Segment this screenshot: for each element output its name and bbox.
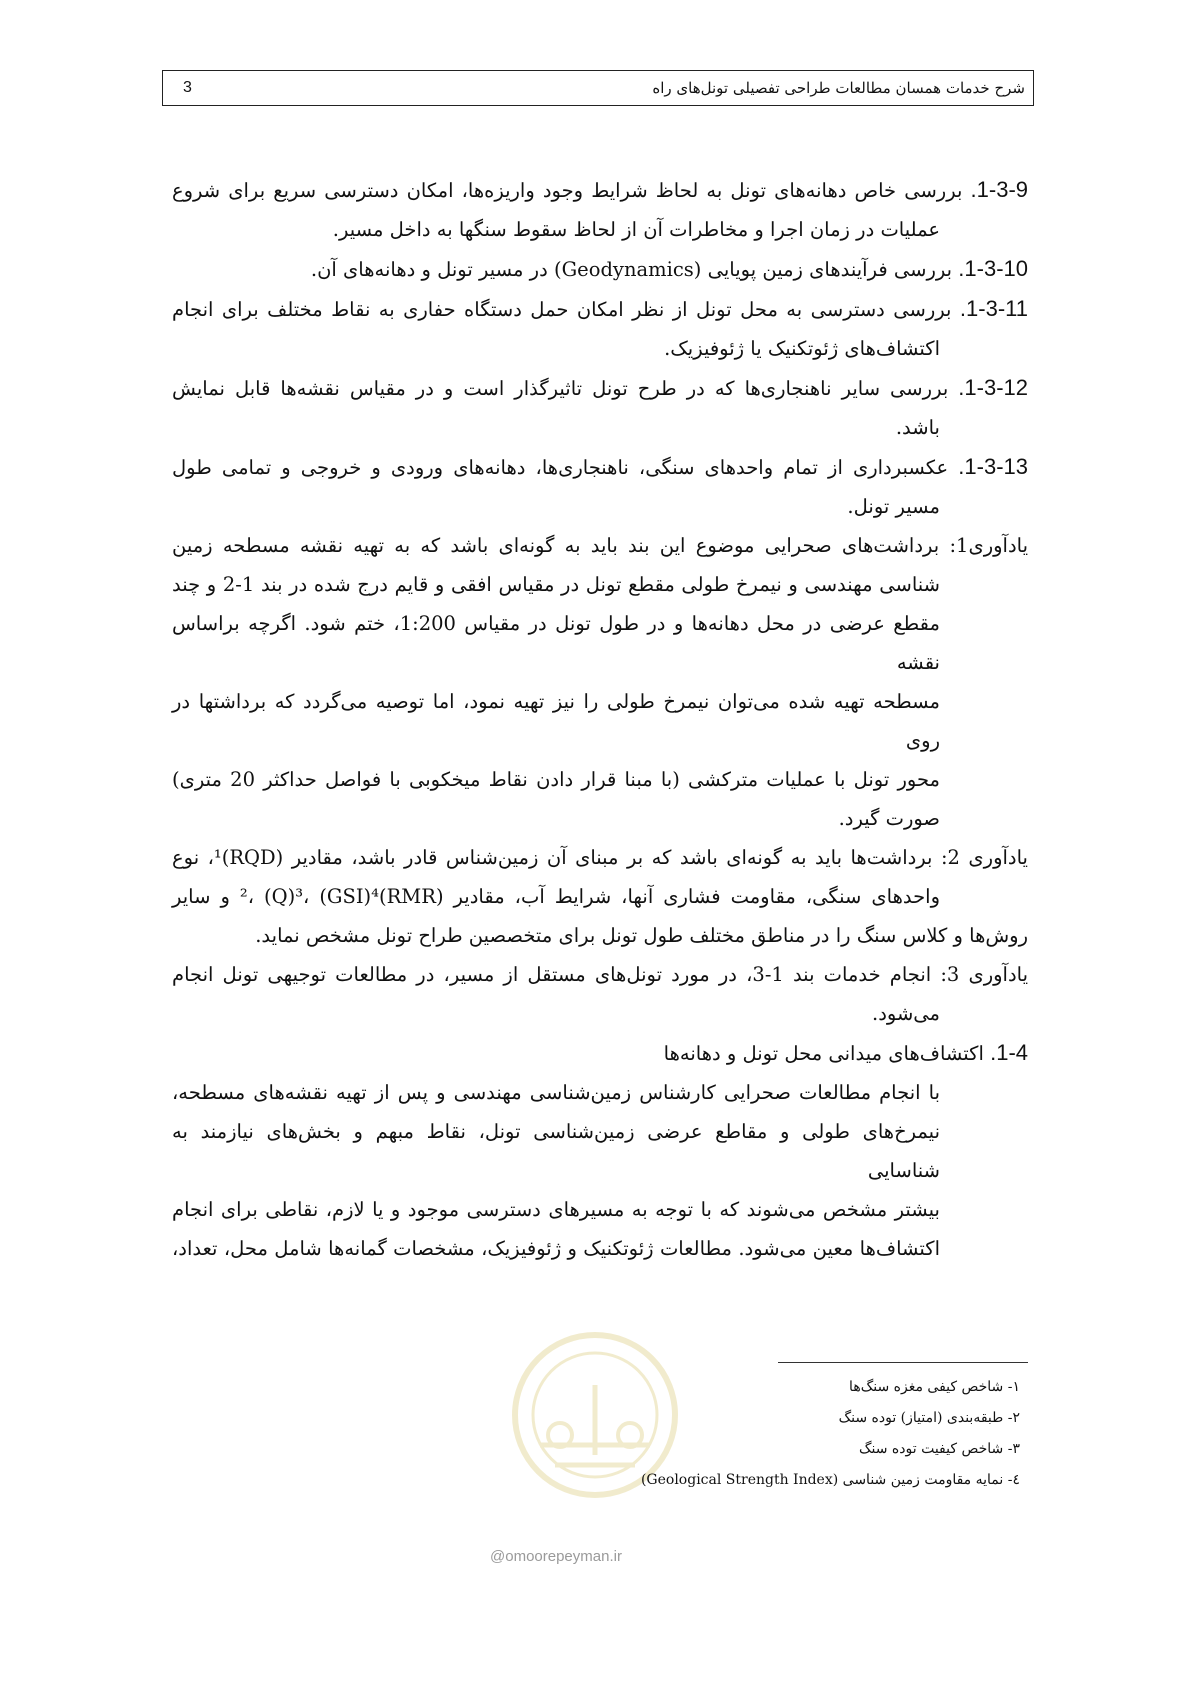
footnote-1: ١- شاخص کیفی مغزه سنگ‌ها	[849, 1379, 1020, 1395]
item-number: 1-3-9.	[970, 177, 1028, 202]
footnotes	[600, 1372, 1020, 1496]
page-header	[162, 70, 1034, 106]
item-number: 1-3-12.	[958, 375, 1029, 400]
section-heading	[172, 1033, 1028, 1073]
list-item: 1-3-10. بررسی فرآیندهای زمین پویایی (Geodynamics) در مسیر تونل و دهانه‌های آن.	[310, 256, 1028, 281]
section-paragraph: با انجام مطالعات صحرایی کارشناس زمین‌شناسی مهندسی و پس از تهیه نقشه‌های مسطحه، نیمرخ‌های طولی و مقاطع عرضی زمین‌شناسی تونل، نقاط مبهم و بخش‌های نیازمند به شناسایی بیشتر مشخص می‌شوند که با توجه به مسیرهای دسترسی موجود و یا لازم، نقاطی برای انجام اکتشاف‌ها معین می‌شود. مطالعات ژئوتکنیک و ژئوفیزیک، مشخصات گمانه‌ها شامل محل، تعداد،	[172, 1081, 940, 1260]
footnote-3: ٣- شاخص کیفیت توده سنگ	[859, 1441, 1020, 1457]
list-item: 1-3-11. بررسی دسترسی به محل تونل از نظر امکان حمل دستگاه حفاری به نقاط مختلف برای انجام اکتشاف‌های ژئوتکنیک یا ژئوفیزیک.	[172, 296, 1028, 360]
watermark-text: @omoorepeyman.ir	[490, 1548, 622, 1565]
note-label: یادآوری 3:	[940, 963, 1029, 986]
header-title: شرح خدمات همسان مطالعات طراحی تفصیلی تونل‌های راه	[652, 79, 1025, 97]
item-number: 1-3-13.	[958, 454, 1028, 479]
list-item: 1-3-12. بررسی سایر ناهنجاری‌ها که در طرح تونل تاثیرگذار است و در مقیاس نقشه‌ها قابل نمایش باشد.	[172, 375, 1029, 439]
footnote-separator	[778, 1362, 1028, 1363]
note-3: یادآوری 3: انجام خدمات بند 1-3، در مورد تونل‌های مستقل از مسیر، در مطالعات توجیهی تونل انجام می‌شود.	[172, 963, 1029, 1025]
note-2: یادآوری 2: برداشت‌ها باید به گونه‌ای باشد که بر مبنای آن زمین‌شناس قادر باشد، مقادیر (RQD)¹، نوع واحدهای سنگی، مقاومت فشاری آنها، شرایط آب، مقادیر (RMR)²، (Q)³، (GSI)⁴ و سایر روش‌ها و کلاس سنگ را در مناطق مختلف طول تونل برای متخصصین طراح تونل مشخص نماید.	[172, 846, 1028, 947]
section-title: اکتشاف‌های میدانی محل تونل و دهانه‌ها	[663, 1042, 984, 1065]
item-number: 1-3-10.	[958, 256, 1028, 281]
document-body	[172, 170, 1028, 1268]
footnote-4: ٤- نمایه مقاومت زمین شناسی (Geological Strength Index)	[640, 1472, 1020, 1488]
section-number: 1-4.	[990, 1040, 1028, 1065]
list-item: 1-3-9. بررسی خاص دهانه‌های تونل به لحاظ شرایط وجود واریزه‌ها، امکان دسترسی سریع برای شروع عملیات در زمان اجرا و مخاطرات آن از لحاظ سقوط سنگها به داخل مسیر.	[172, 177, 1028, 241]
footnote-2: ٢- طبقه‌بندی (امتیاز) توده سنگ	[838, 1410, 1020, 1426]
page-number: 3	[183, 79, 192, 96]
note-label: یادآوری 2:	[940, 846, 1028, 869]
item-number: 1-3-11.	[959, 296, 1028, 321]
list-item: 1-3-13. عکسبرداری از تمام واحدهای سنگی، ناهنجاری‌ها، دهانه‌های ورودی و خروجی و تمامی طول مسیر تونل.	[172, 454, 1028, 518]
note-1: یادآوری1: برداشت‌های صحرایی موضوع این بند باید به گونه‌ای باشد که به تهیه نقشه مسطحه زمین شناسی مهندسی و نیمرخ طولی مقطع تونل در مقیاس افقی و قایم درج شده در بند 1-2 و چند مقطع عرضی در محل دهانه‌ها و در طول تونل در مقیاس 1:200، ختم شود. اگرچه براساس نقشه مسطحه تهیه شده می‌توان نیمرخ طولی را نیز تهیه نمود، اما توصیه می‌گردد که برداشتها در روی محور تونل با عملیات مترکشی (با مبنا قرار دادن نقاط میخکوبی با فواصل حداکثر 20 متری) صورت گیرد.	[172, 534, 1029, 830]
note-label: یادآوری1:	[949, 534, 1029, 557]
